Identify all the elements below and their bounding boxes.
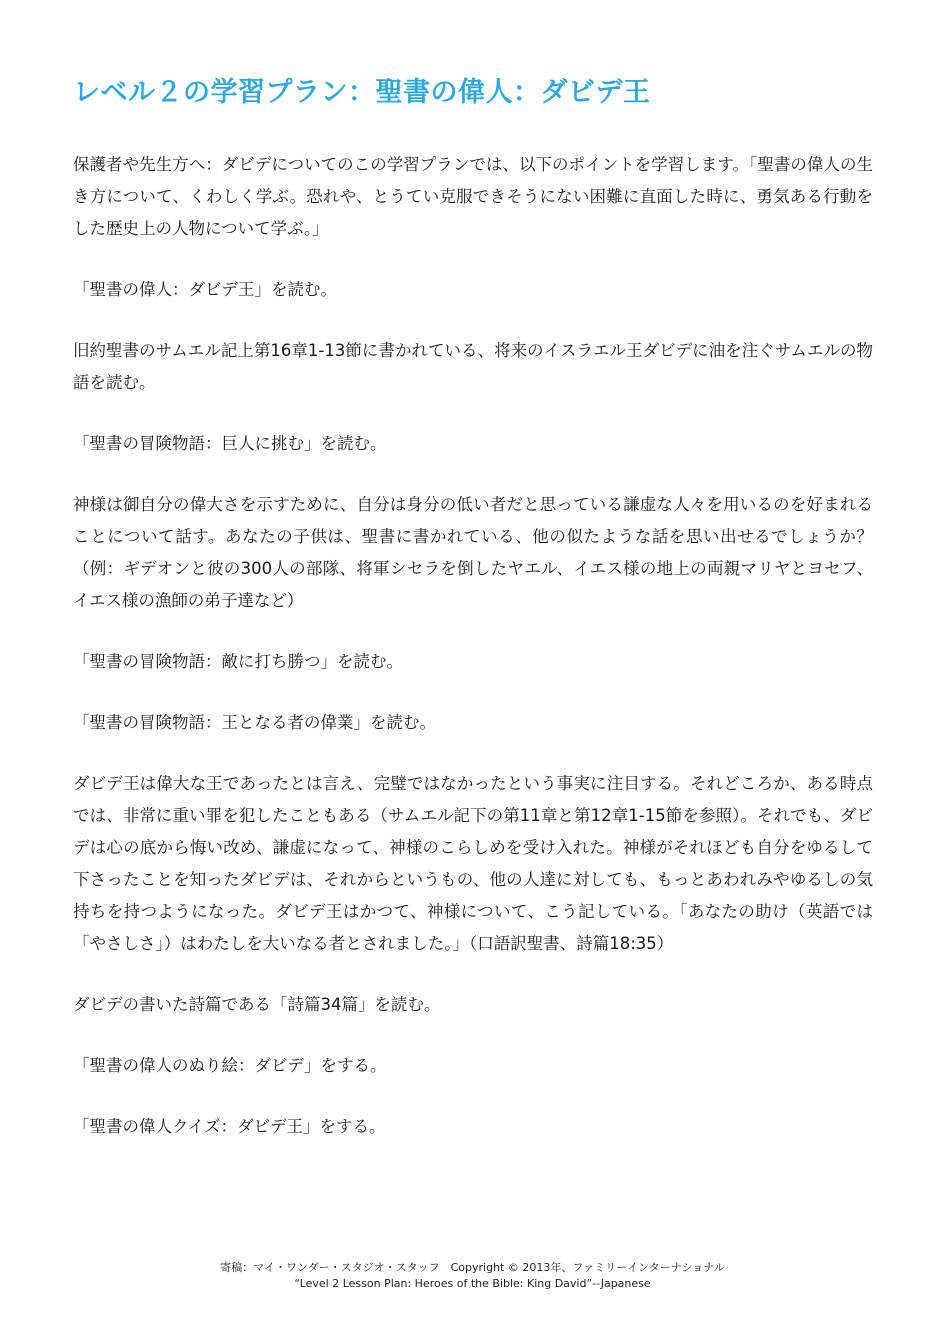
lesson-body: [73, 149, 873, 1172]
paragraph-read-enemy: 「聖書の冒険物語：敵に打ち勝つ」を読む。: [73, 652, 403, 671]
paragraph-read-king-feats: 「聖書の冒険物語：王となる者の偉業」を読む。: [73, 713, 436, 732]
paragraph-humble-people: 神様は御自分の偉大さを示すために、自分は身分の低い者だと思っている謙虚な人々を用いるのを好まれることについて話す。あなたの子供は、聖書に書かれている、他の似たような話を思い出せるでしょうか？（例：ギデオンと彼の300人の部隊、将軍シセラを倒したヤエル、イエス様の地上の両親マリヤとヨセフ、イエス様の漁師の弟子達など）: [73, 495, 873, 610]
paragraph-read-king-david: 「聖書の偉人：ダビデ王」を読む。: [73, 280, 337, 299]
footer-credit: 寄稿：マイ・ワンダー・スタジオ・スタッフ Copyright © 2013年、ファミリーインターナショナル: [220, 1261, 725, 1274]
paragraph-psalm-34: ダビデの書いた詩篇である「詩篇34篇」を読む。: [73, 995, 441, 1014]
page-title: レベル２の学習プラン：聖書の偉人：ダビデ王: [73, 77, 651, 108]
paragraph-intro: 保護者や先生方へ：ダビデについてのこの学習プランでは、以下のポイントを学習します。「聖書の偉人の生き方について、くわしく学ぶ。恐れや、とうてい克服できそうにない困難に直面した時に、勇気ある行動をした歴史上の人物について学ぶ。」: [73, 155, 873, 238]
paragraph-read-giant: 「聖書の冒険物語：巨人に挑む」を読む。: [73, 434, 387, 453]
footer-english-title: “Level 2 Lesson Plan: Heroes of the Bible: King David”--Japanese: [294, 1277, 651, 1290]
paragraph-samuel-anointing: 旧約聖書のサムエル記上第16章1-13節に書かれている、将来のイスラエル王ダビデに油を注ぐサムエルの物語を読む。: [73, 341, 873, 392]
paragraph-coloring: 「聖書の偉人のぬり絵：ダビデ」をする。: [73, 1056, 387, 1075]
page-footer: [0, 1260, 945, 1292]
paragraph-david-repentance: ダビデ王は偉大な王であったとは言え、完璧ではなかったという事実に注目する。それどころか、ある時点では、非常に重い罪を犯したこともある（サムエル記下の第11章と第12章1-15節を参照）。それでも、ダビデは心の底から悔い改め、謙虚になって、神様のこらしめを受け入れた。神様がそれほども自分をゆるして下さったことを知ったダビデは、それからというもの、他の人達に対しても、もっとあわれみやゆるしの気持ちを持つようになった。ダビデ王はかつて、神様について、こう記している。「あなたの助け（英語では「やさしさ」）はわたしを大いなる者とされました。」（口語訳聖書、詩篇18:35）: [73, 774, 873, 953]
paragraph-quiz: 「聖書の偉人クイズ：ダビデ王」をする。: [73, 1117, 386, 1136]
